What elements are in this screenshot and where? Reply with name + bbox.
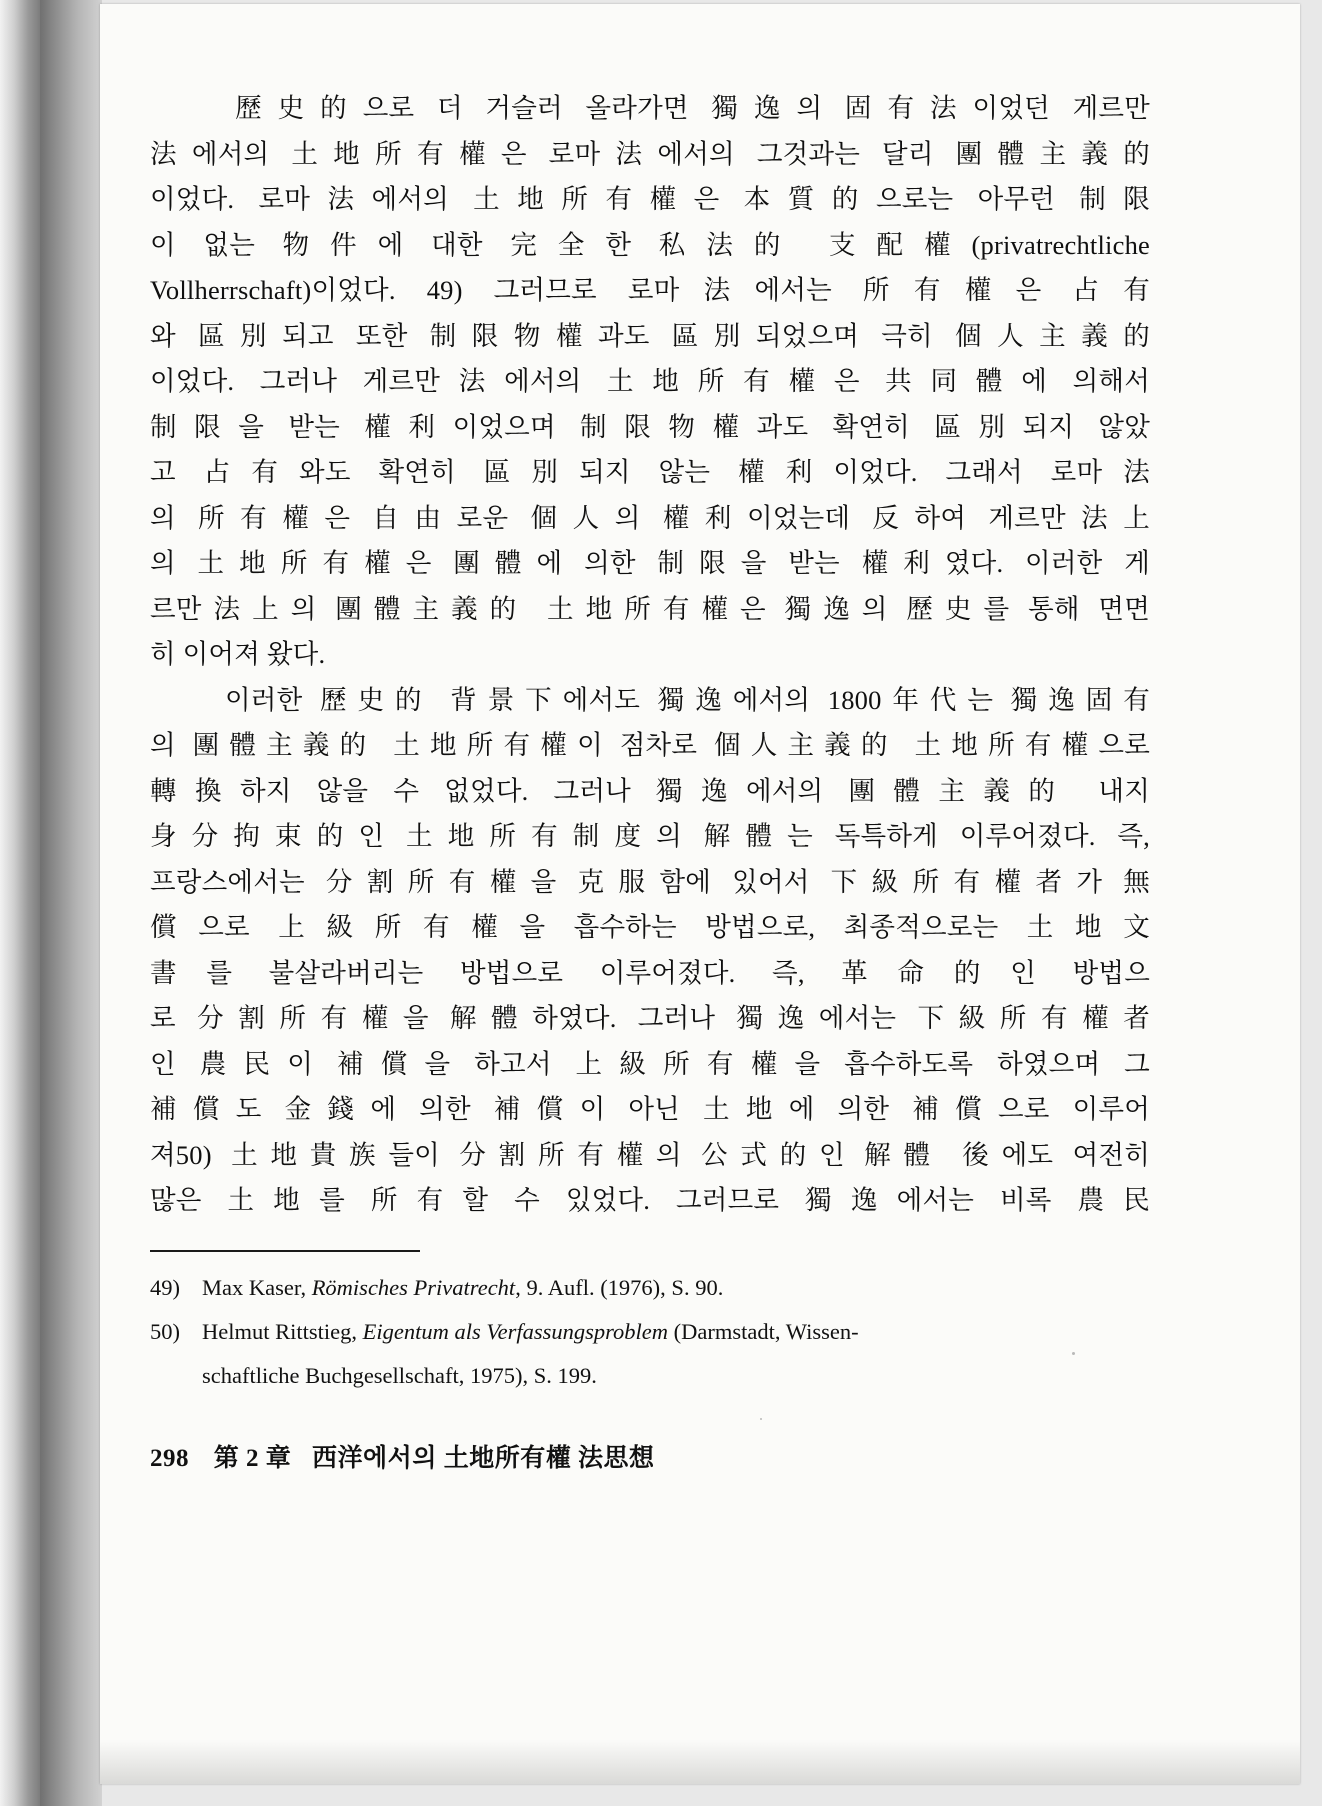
text-line: 償으로 上級所有權을 흡수하는 방법으로, 최종적으로는 土地文 — [150, 912, 1150, 942]
text-line: 많은 土地를 所有할 수 있었다. 그러므로 獨逸에서는 비록 農民 — [150, 1185, 1150, 1215]
footnote-title-italic: Eigentum als Verfassungsproblem — [362, 1319, 669, 1344]
footnote-title-italic: Römisches Privatrecht — [311, 1275, 516, 1300]
text-line: 의 團體主義的 土地所有權이 점차로 個人主義的 土地所有權으로 — [150, 730, 1150, 760]
footnote-continuation: schaftliche Buchgesellschaft, 1975), S. 199. — [202, 1363, 597, 1388]
text-line: 인 農民이 補償을 하고서 上級所有權을 흡수하도록 하였으며 그 — [150, 1048, 1150, 1079]
text-line: 와 區別되고 또한 制限物權과도 區別되었으며 극히 個人主義的 — [150, 320, 1150, 351]
text-line: 의 所有權은 自由로운 個人의 權利이었는데 反하여 게르만法上 — [150, 502, 1150, 533]
text-line: 이었다. 로마法에서의 土地所有權은 本質的으로는 아무런 制限 — [150, 184, 1150, 214]
scan-speck — [760, 1418, 762, 1420]
text-line: 法에서의 土地所有權은 로마法에서의 그것과는 달리 團體主義的 — [150, 138, 1150, 169]
text-line: 고 占有와도 확연히 區別되지 않는 權利이었다. 그래서 로마法 — [150, 457, 1150, 487]
page-body-text — [150, 86, 1150, 1224]
footnote-item — [150, 1268, 1150, 1308]
page-footer — [150, 1438, 654, 1474]
book-spine-shadow — [40, 0, 102, 1806]
text-line: 의 土地所有權은 團體에 의한 制限을 받는 權利였다. 이러한 게 — [150, 548, 1150, 578]
text-line: 르만法上의 團體主義的 土地所有權은 獨逸의 歷史를 통해 면면 — [150, 593, 1150, 624]
text-line: 프랑스에서는 分割所有權을 克服함에 있어서 下級所有權者가 無 — [150, 866, 1150, 897]
text-line: 補償도 金錢에 의한 補償이 아닌 土地에 의한 補償으로 이루어 — [150, 1094, 1150, 1124]
footnote-separator-rule — [150, 1250, 420, 1252]
footnote-item — [150, 1312, 1150, 1352]
page-number: 298 — [150, 1445, 189, 1472]
paragraph-2 — [150, 678, 1150, 1224]
text-line: 身分拘束的인 土地所有制度의 解體는 독특하게 이루어졌다. 즉, — [150, 821, 1150, 851]
footnote-number: 50) — [150, 1319, 180, 1344]
chapter-label: 第 2 章 — [213, 1445, 292, 1472]
text-line: 이러한 歷史的 背景下에서도 獨逸에서의 1800年代는 獨逸固有 — [150, 684, 1150, 715]
scan-edge-shadow — [0, 0, 40, 1806]
text-line: 制限을 받는 權利이었으며 制限物權과도 확연히 區別되지 않았 — [150, 411, 1150, 442]
page-bottom-shadow — [100, 1740, 1300, 1784]
text-line: 書를 불살라버리는 방법으로 이루어졌다. 즉, 革命的인 방법으 — [150, 957, 1150, 988]
chapter-title: 西洋에서의 土地所有權 法思想 — [312, 1445, 655, 1472]
text-line: 이었다. 그러나 게르만法에서의 土地所有權은 共同體에 의해서 — [150, 366, 1150, 396]
text-line: 이 없는 物件에 대한 完全한 私法的 支配權(privatrechtliche — [150, 229, 1150, 260]
text-line: 轉換하지 않을 수 없었다. 그러나 獨逸에서의 團體主義的 내지 — [150, 775, 1150, 806]
footnote-text: Max Kaser, Römisches Privatrecht, 9. Aufl. (1976), S. 90. — [202, 1275, 724, 1300]
text-line: 歷史的으로 더 거슬러 올라가면 獨逸의 固有法이었던 게르만 — [150, 93, 1150, 123]
footnotes-section — [150, 1268, 1150, 1400]
text-line: 로 分割所有權을 解體하였다. 그러나 獨逸에서는 下級所有權者 — [150, 1003, 1150, 1033]
footnote-number: 49) — [150, 1275, 180, 1300]
text-line: Vollherrschaft)이었다. 49) 그러므로 로마法에서는 所有權은 占有 — [150, 275, 1150, 305]
footnote-text: Helmut Rittstieg, Eigentum als Verfassungsproblem (Darmstadt, Wissen- — [202, 1319, 859, 1344]
text-line: 져50) 土地貴族들이 分割所有權의 公式的인 解體 後에도 여전히 — [150, 1139, 1150, 1170]
paragraph-1 — [150, 86, 1150, 678]
text-line: 히 이어져 왔다. — [150, 639, 326, 669]
